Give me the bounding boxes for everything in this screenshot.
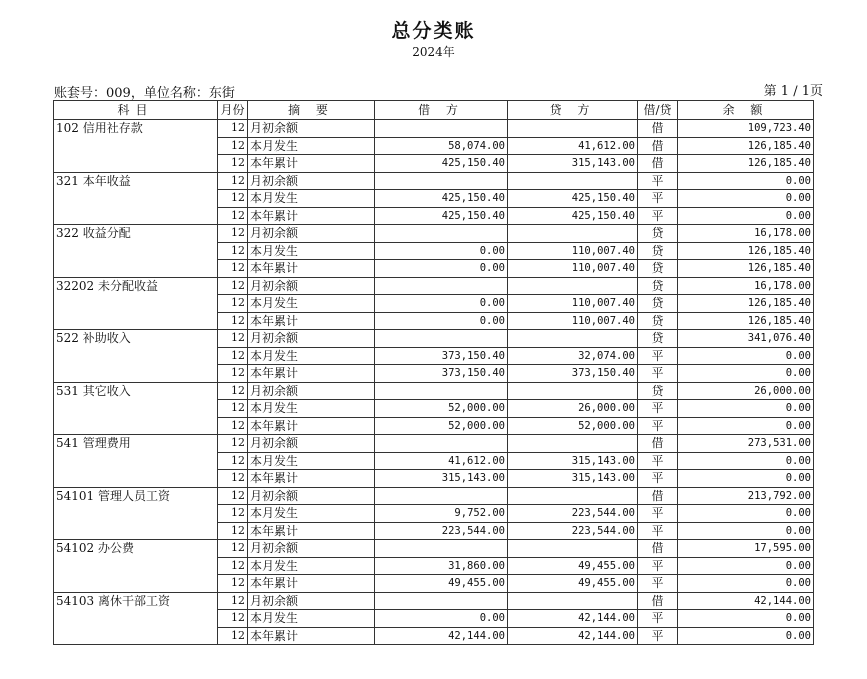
summary-cell: 月初余额 — [248, 172, 375, 190]
credit-cell: 49,455.00 — [508, 575, 638, 593]
summary-cell: 本月发生 — [248, 347, 375, 365]
credit-cell: 41,612.00 — [508, 137, 638, 155]
direction-cell: 平 — [638, 627, 678, 645]
subject-cell: 54102 办公费 — [54, 540, 218, 593]
table-row — [54, 172, 814, 190]
balance-cell: 42,144.00 — [678, 592, 814, 610]
direction-cell: 平 — [638, 452, 678, 470]
summary-cell: 本月发生 — [248, 610, 375, 628]
header-row — [54, 101, 814, 120]
credit-cell: 110,007.40 — [508, 295, 638, 313]
month-cell: 12 — [218, 225, 248, 243]
direction-cell: 平 — [638, 470, 678, 488]
balance-cell: 0.00 — [678, 522, 814, 540]
summary-cell: 月初余额 — [248, 382, 375, 400]
debit-cell: 58,074.00 — [375, 137, 508, 155]
month-cell: 12 — [218, 347, 248, 365]
subject-cell: 522 补助收入 — [54, 330, 218, 383]
balance-cell: 16,178.00 — [678, 277, 814, 295]
month-cell: 12 — [218, 470, 248, 488]
summary-cell: 本月发生 — [248, 190, 375, 208]
balance-cell: 273,531.00 — [678, 435, 814, 453]
month-cell: 12 — [218, 575, 248, 593]
month-cell: 12 — [218, 242, 248, 260]
credit-cell: 315,143.00 — [508, 470, 638, 488]
month-cell: 12 — [218, 260, 248, 278]
credit-cell: 110,007.40 — [508, 312, 638, 330]
col-month: 月份 — [218, 101, 248, 120]
subject-cell: 541 管理费用 — [54, 435, 218, 488]
month-cell: 12 — [218, 172, 248, 190]
subject-cell: 102 信用社存款 — [54, 120, 218, 173]
direction-cell: 借 — [638, 137, 678, 155]
credit-cell — [508, 487, 638, 505]
summary-cell: 本年累计 — [248, 155, 375, 173]
balance-cell: 126,185.40 — [678, 312, 814, 330]
table-row — [54, 592, 814, 610]
ledger-title: 总分类账 — [391, 20, 476, 42]
debit-cell: 315,143.00 — [375, 470, 508, 488]
credit-cell: 425,150.40 — [508, 207, 638, 225]
ledger-body — [54, 120, 814, 645]
col-direction: 借/贷 — [638, 101, 678, 120]
direction-cell: 贷 — [638, 277, 678, 295]
credit-cell: 425,150.40 — [508, 190, 638, 208]
month-cell: 12 — [218, 557, 248, 575]
debit-cell: 52,000.00 — [375, 417, 508, 435]
direction-cell: 平 — [638, 190, 678, 208]
month-cell: 12 — [218, 330, 248, 348]
month-cell: 12 — [218, 137, 248, 155]
balance-cell: 0.00 — [678, 400, 814, 418]
table-row — [54, 120, 814, 138]
summary-cell: 月初余额 — [248, 487, 375, 505]
direction-cell: 借 — [638, 155, 678, 173]
debit-cell: 52,000.00 — [375, 400, 508, 418]
direction-cell: 贷 — [638, 382, 678, 400]
month-cell: 12 — [218, 277, 248, 295]
table-row — [54, 382, 814, 400]
direction-cell: 贷 — [638, 312, 678, 330]
direction-cell: 贷 — [638, 242, 678, 260]
summary-cell: 本年累计 — [248, 470, 375, 488]
debit-cell: 0.00 — [375, 260, 508, 278]
credit-cell: 32,074.00 — [508, 347, 638, 365]
page-number: 第 1 / 1页 — [763, 84, 823, 99]
summary-cell: 本年累计 — [248, 627, 375, 645]
table-row — [54, 225, 814, 243]
debit-cell — [375, 225, 508, 243]
debit-cell: 49,455.00 — [375, 575, 508, 593]
direction-cell: 借 — [638, 435, 678, 453]
balance-cell: 0.00 — [678, 452, 814, 470]
debit-cell: 425,150.40 — [375, 190, 508, 208]
balance-cell: 213,792.00 — [678, 487, 814, 505]
credit-cell: 26,000.00 — [508, 400, 638, 418]
balance-cell: 0.00 — [678, 172, 814, 190]
debit-cell — [375, 330, 508, 348]
debit-cell: 223,544.00 — [375, 522, 508, 540]
direction-cell: 平 — [638, 347, 678, 365]
balance-cell: 341,076.40 — [678, 330, 814, 348]
subject-cell: 32202 未分配收益 — [54, 277, 218, 330]
month-cell: 12 — [218, 505, 248, 523]
credit-cell: 110,007.40 — [508, 260, 638, 278]
summary-cell: 本月发生 — [248, 295, 375, 313]
summary-cell: 月初余额 — [248, 225, 375, 243]
direction-cell: 借 — [638, 487, 678, 505]
table-row — [54, 435, 814, 453]
credit-cell — [508, 330, 638, 348]
debit-cell: 31,860.00 — [375, 557, 508, 575]
credit-cell: 110,007.40 — [508, 242, 638, 260]
summary-cell: 本年累计 — [248, 365, 375, 383]
direction-cell: 平 — [638, 522, 678, 540]
direction-cell: 借 — [638, 120, 678, 138]
credit-cell — [508, 435, 638, 453]
credit-cell: 315,143.00 — [508, 155, 638, 173]
summary-cell: 本年累计 — [248, 312, 375, 330]
balance-cell: 0.00 — [678, 470, 814, 488]
month-cell: 12 — [218, 207, 248, 225]
month-cell: 12 — [218, 417, 248, 435]
debit-cell: 9,752.00 — [375, 505, 508, 523]
summary-cell: 本月发生 — [248, 505, 375, 523]
credit-cell — [508, 225, 638, 243]
col-subject: 科目 — [54, 101, 218, 120]
month-cell: 12 — [218, 452, 248, 470]
summary-cell: 月初余额 — [248, 330, 375, 348]
credit-cell — [508, 277, 638, 295]
debit-cell: 373,150.40 — [375, 365, 508, 383]
credit-cell: 223,544.00 — [508, 505, 638, 523]
balance-cell: 126,185.40 — [678, 260, 814, 278]
direction-cell: 平 — [638, 417, 678, 435]
summary-cell: 本月发生 — [248, 242, 375, 260]
debit-cell: 0.00 — [375, 242, 508, 260]
table-row — [54, 277, 814, 295]
debit-cell — [375, 277, 508, 295]
summary-cell: 月初余额 — [248, 277, 375, 295]
month-cell: 12 — [218, 295, 248, 313]
direction-cell: 平 — [638, 610, 678, 628]
balance-cell: 109,723.40 — [678, 120, 814, 138]
debit-cell — [375, 540, 508, 558]
debit-cell — [375, 487, 508, 505]
month-cell: 12 — [218, 400, 248, 418]
month-cell: 12 — [218, 312, 248, 330]
credit-cell: 315,143.00 — [508, 452, 638, 470]
direction-cell: 贷 — [638, 330, 678, 348]
summary-cell: 本月发生 — [248, 137, 375, 155]
month-cell: 12 — [218, 487, 248, 505]
month-cell: 12 — [218, 522, 248, 540]
month-cell: 12 — [218, 155, 248, 173]
month-cell: 12 — [218, 592, 248, 610]
col-balance: 余 额 — [678, 101, 814, 120]
direction-cell: 借 — [638, 592, 678, 610]
balance-cell: 126,185.40 — [678, 295, 814, 313]
balance-cell: 126,185.40 — [678, 242, 814, 260]
month-cell: 12 — [218, 365, 248, 383]
summary-cell: 本月发生 — [248, 400, 375, 418]
month-cell: 12 — [218, 382, 248, 400]
credit-cell — [508, 540, 638, 558]
balance-cell: 0.00 — [678, 575, 814, 593]
credit-cell: 373,150.40 — [508, 365, 638, 383]
direction-cell: 平 — [638, 575, 678, 593]
balance-cell: 0.00 — [678, 190, 814, 208]
month-cell: 12 — [218, 627, 248, 645]
summary-cell: 月初余额 — [248, 592, 375, 610]
month-cell: 12 — [218, 435, 248, 453]
direction-cell: 平 — [638, 172, 678, 190]
col-credit: 贷 方 — [508, 101, 638, 120]
col-debit: 借 方 — [375, 101, 508, 120]
account-info: 账套号：009，单位名称：东街 — [54, 86, 235, 101]
balance-cell: 0.00 — [678, 505, 814, 523]
balance-cell: 126,185.40 — [678, 137, 814, 155]
credit-cell — [508, 592, 638, 610]
summary-cell: 本年累计 — [248, 575, 375, 593]
table-row — [54, 330, 814, 348]
balance-cell: 17,595.00 — [678, 540, 814, 558]
month-cell: 12 — [218, 190, 248, 208]
balance-cell: 0.00 — [678, 557, 814, 575]
debit-cell: 425,150.40 — [375, 207, 508, 225]
credit-cell — [508, 120, 638, 138]
balance-cell: 0.00 — [678, 610, 814, 628]
summary-cell: 月初余额 — [248, 540, 375, 558]
credit-cell: 49,455.00 — [508, 557, 638, 575]
month-cell: 12 — [218, 540, 248, 558]
direction-cell: 贷 — [638, 260, 678, 278]
debit-cell: 0.00 — [375, 312, 508, 330]
debit-cell: 42,144.00 — [375, 627, 508, 645]
credit-cell: 223,544.00 — [508, 522, 638, 540]
debit-cell: 41,612.00 — [375, 452, 508, 470]
balance-cell: 0.00 — [678, 207, 814, 225]
summary-cell: 本年累计 — [248, 522, 375, 540]
debit-cell — [375, 435, 508, 453]
credit-cell — [508, 172, 638, 190]
credit-cell — [508, 382, 638, 400]
summary-cell: 本年累计 — [248, 260, 375, 278]
debit-cell: 0.00 — [375, 295, 508, 313]
direction-cell: 平 — [638, 207, 678, 225]
balance-cell: 0.00 — [678, 417, 814, 435]
direction-cell: 贷 — [638, 225, 678, 243]
credit-cell: 52,000.00 — [508, 417, 638, 435]
debit-cell — [375, 592, 508, 610]
direction-cell: 平 — [638, 400, 678, 418]
credit-cell: 42,144.00 — [508, 627, 638, 645]
direction-cell: 平 — [638, 365, 678, 383]
summary-cell: 本月发生 — [248, 557, 375, 575]
debit-cell: 0.00 — [375, 610, 508, 628]
subject-cell: 531 其它收入 — [54, 382, 218, 435]
credit-cell: 42,144.00 — [508, 610, 638, 628]
table-row — [54, 540, 814, 558]
direction-cell: 借 — [638, 540, 678, 558]
summary-cell: 本月发生 — [248, 452, 375, 470]
debit-cell — [375, 120, 508, 138]
subject-cell: 322 收益分配 — [54, 225, 218, 278]
debit-cell: 373,150.40 — [375, 347, 508, 365]
table-row — [54, 487, 814, 505]
summary-cell: 本年累计 — [248, 207, 375, 225]
direction-cell: 贷 — [638, 295, 678, 313]
direction-cell: 平 — [638, 557, 678, 575]
subject-cell: 321 本年收益 — [54, 172, 218, 225]
debit-cell — [375, 382, 508, 400]
summary-cell: 月初余额 — [248, 435, 375, 453]
summary-cell: 本年累计 — [248, 417, 375, 435]
col-summary: 摘 要 — [248, 101, 375, 120]
balance-cell: 0.00 — [678, 347, 814, 365]
ledger-table — [53, 100, 814, 645]
month-cell: 12 — [218, 610, 248, 628]
direction-cell: 平 — [638, 505, 678, 523]
balance-cell: 0.00 — [678, 365, 814, 383]
balance-cell: 0.00 — [678, 627, 814, 645]
debit-cell: 425,150.40 — [375, 155, 508, 173]
balance-cell: 16,178.00 — [678, 225, 814, 243]
balance-cell: 126,185.40 — [678, 155, 814, 173]
subject-cell: 54101 管理人员工资 — [54, 487, 218, 540]
summary-cell: 月初余额 — [248, 120, 375, 138]
month-cell: 12 — [218, 120, 248, 138]
subject-cell: 54103 离休干部工资 — [54, 592, 218, 645]
balance-cell: 26,000.00 — [678, 382, 814, 400]
ledger-year: 2024年 — [412, 45, 455, 59]
debit-cell — [375, 172, 508, 190]
